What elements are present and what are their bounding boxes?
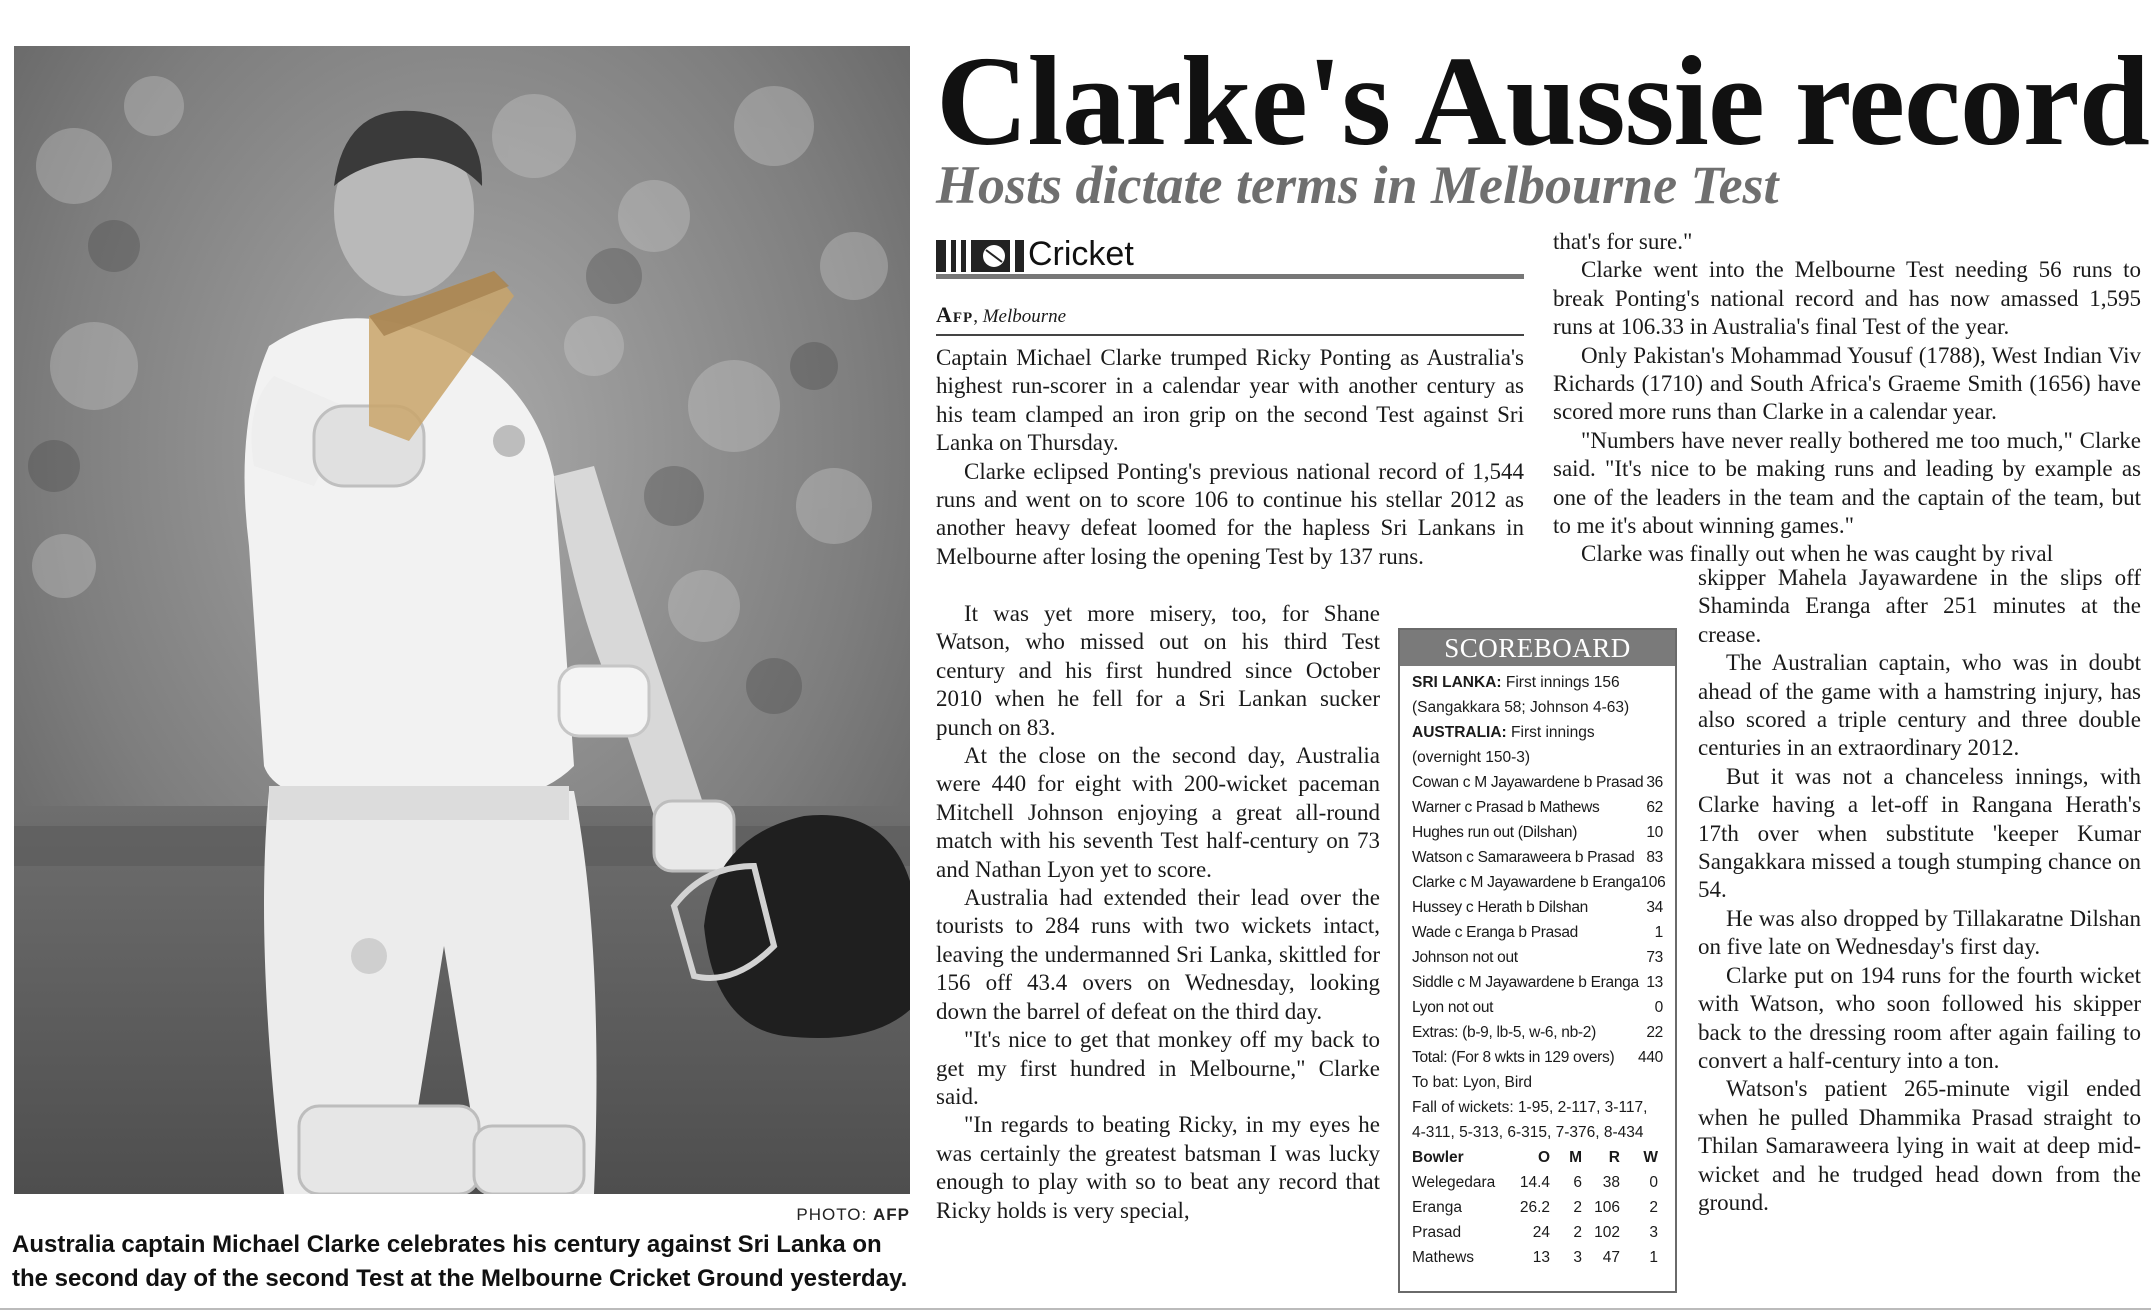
article-paragraph: Clarke eclipsed Ponting's previous national record of 1,544 runs and went on to score 106 to continue his stellar 2012 as another heavy defeat loomed for the hapless Sri Lankans in Melbourne after losing the opening Test by 137 runs. [936, 458, 1524, 569]
batting-row [1412, 795, 1663, 820]
scoreboard-title: SCOREBOARD [1400, 630, 1675, 666]
bowling-cell: 47 [1602, 1249, 1620, 1266]
batsman-runs: 440 [1638, 1049, 1663, 1066]
bowling-cell: 106 [1594, 1199, 1620, 1216]
bowling-header [1412, 1145, 1663, 1170]
batsman-dismissal: Hussey c Herath b Dilshan [1412, 899, 1588, 916]
byline: Afp, Melbourne [936, 300, 1524, 336]
batsman-runs: 36 [1646, 774, 1663, 791]
article-paragraph: skipper Mahela Jayawardene in the slips off Shaminda Eranga after 251 minutes at the crease. [1698, 565, 2141, 647]
bowling-column-header: R [1608, 1149, 1620, 1166]
page-bottom-rule [0, 1308, 2151, 1310]
batting-row [1412, 945, 1663, 970]
bowling-cell: 24 [1532, 1224, 1550, 1241]
article-paragraph: Australia had extended their lead over the tourists to 284 runs with two wickets intact, leaving the undermanned Sri Lanka, skittled for 156 off 43.4 overs on Wednesday, looking down the barrel of defeat on the third day. [936, 885, 1380, 1024]
batting-row [1412, 995, 1663, 1020]
batsman-dismissal: Total: (For 8 wkts in 129 overs) [1412, 1049, 1615, 1066]
bowling-row [1412, 1195, 1663, 1220]
bowling-column-header: M [1569, 1149, 1582, 1166]
subheadline: Hosts dictate terms in Melbourne Test [936, 155, 1779, 215]
batsman-dismissal: Lyon not out [1412, 999, 1494, 1016]
article-paragraph: "Numbers have never really bothered me too much," Clarke said. "It's nice to be making runs and leading by example as one of the leaders in the team and the captain of the team, but to me it's about winning games." [1553, 427, 2141, 539]
batsman-runs: 83 [1646, 849, 1663, 866]
byline-city: Melbourne [982, 306, 1067, 327]
article-paragraph: Clarke went into the Melbourne Test needing 56 runs to break Ponting's national record and has now amassed 1,595 runs at 106.33 in Australia's final Test of the year. [1553, 257, 2141, 340]
article-paragraph: The Australian captain, who was in doubt ahead of the game with a hamstring injury, has also scored a triple century and three double centuries in an extraordinary 2012. [1698, 650, 2141, 761]
bowling-column-header: O [1537, 1149, 1550, 1166]
bowling-cell: 102 [1594, 1224, 1620, 1241]
batsman-dismissal: Wade c Eranga b Prasad [1412, 924, 1579, 941]
bowling-cell: 26.2 [1519, 1199, 1550, 1216]
bowling-cell: Prasad [1412, 1224, 1462, 1241]
sri-lanka-detail: (Sangakkara 58; Johnson 4-63) [1412, 699, 1630, 716]
bowling-list [1412, 1170, 1663, 1270]
article-paragraph: He was also dropped by Tillakaratne Dilshan on five late on Wednesday's first day. [1698, 905, 2141, 960]
bowling-row [1412, 1220, 1663, 1245]
bowling-column-header: Bowler [1412, 1149, 1464, 1166]
news-photo [14, 46, 910, 1194]
fall-of-wickets: Fall of wickets: 1-95, 2-117, 3-117, 4-311, 5-313, 6-315, 7-376, 8-434 [1412, 1099, 1648, 1141]
headline: Clarke's Aussie record [936, 30, 2149, 172]
scoreboard-body [1400, 666, 1675, 1270]
article-paragraph: "It's nice to get that monkey off my back to get my first hundred in Melbourne," Clarke said. [936, 1027, 1380, 1109]
batsman-runs: 62 [1646, 799, 1663, 816]
batting-row [1412, 970, 1663, 995]
batting-row [1412, 820, 1663, 845]
article-paragraph: "In regards to beating Ricky, in my eyes he was certainly the greatest batsman I was lucky enough to play with so to beat any record that Ricky holds is very special, [936, 1112, 1380, 1223]
bowling-cell: 14.4 [1519, 1174, 1550, 1191]
bowling-cell: 6 [1573, 1174, 1582, 1191]
clarke-celebration-image [14, 46, 910, 1194]
batsman-dismissal: Siddle c M Jayawardene b Eranga [1412, 974, 1639, 991]
bowling-cell: 2 [1573, 1224, 1582, 1241]
article-paragraph: Clarke was finally out when he was caught by rival [1581, 541, 2054, 567]
bowling-cell: 13 [1532, 1249, 1550, 1266]
bowling-cell: Eranga [1412, 1199, 1462, 1216]
bowling-row [1412, 1245, 1663, 1270]
sri-lanka-innings: SRI LANKA: First innings 156 [1412, 674, 1620, 691]
batsman-runs: 0 [1654, 999, 1663, 1016]
batsman-runs: 10 [1646, 824, 1663, 841]
article-column-3-bottom [1698, 564, 2141, 1217]
cricket-ball-stumps-icon [936, 232, 1024, 272]
bowling-column-header: W [1643, 1149, 1658, 1166]
batsman-dismissal: Warner c Prasad b Mathews [1412, 799, 1600, 816]
section-label: Cricket [1028, 235, 1134, 273]
bowling-cell: Welegedara [1412, 1174, 1496, 1191]
article-paragraph: It was yet more misery, too, for Shane Watson, who missed out on his third Test century and his first hundred since October 2010 when he fell for a Sri Lankan sucker punch on 83. [936, 601, 1380, 740]
batsman-dismissal: Johnson not out [1412, 949, 1518, 966]
scoreboard-box [1398, 628, 1677, 1293]
article-paragraph: Watson's patient 265-minute vigil ended when he pulled Dhammika Prasad straight to Thilan Samaraweera lying in wait at deep mid-wicket and he trudged head down from the ground. [1698, 1076, 2141, 1215]
bowling-row [1412, 1170, 1663, 1195]
batsman-runs: 34 [1646, 899, 1663, 916]
byline-agency: Afp [936, 302, 974, 327]
batting-row [1412, 870, 1666, 895]
section-rule [936, 274, 1524, 279]
article-paragraph: Only Pakistan's Mohammad Yousuf (1788), West Indian Viv Richards (1710) and South Africa's Graeme Smith (1656) have scored more runs than Clarke in a calendar year. [1553, 342, 2141, 425]
article-paragraph: At the close on the second day, Australia were 440 for eight with 200-wicket paceman Mitchell Johnson enjoying a great all-round match with his seventh Test half-century on 73 and Nathan Lyon yet to score. [936, 743, 1380, 882]
batsman-runs: 73 [1646, 949, 1663, 966]
batting-row [1412, 895, 1663, 920]
bowling-cell: 1 [1649, 1249, 1658, 1266]
bowling-cell: 2 [1649, 1199, 1658, 1216]
bowling-cell: 3 [1649, 1224, 1658, 1241]
batsman-runs: 22 [1646, 1024, 1663, 1041]
batsman-runs: 106 [1640, 874, 1666, 891]
bowling-cell: Mathews [1412, 1249, 1475, 1266]
section-tag [936, 228, 1524, 280]
batting-row [1412, 1020, 1663, 1045]
to-bat: To bat: Lyon, Bird [1412, 1074, 1533, 1091]
batting-list [1412, 770, 1666, 1070]
article-column-1 [936, 344, 1524, 571]
bowling-cell: 38 [1602, 1174, 1620, 1191]
bowling-cell: 0 [1649, 1174, 1658, 1191]
bowling-cell: 3 [1573, 1249, 1582, 1266]
batsman-dismissal: Hughes run out (Dilshan) [1412, 824, 1578, 841]
photo-credit: PHOTO: AFP [796, 1205, 910, 1224]
batsman-dismissal: Clarke c M Jayawardene b Eranga [1412, 874, 1641, 891]
batsman-dismissal: Cowan c M Jayawardene b Prasad [1412, 774, 1644, 791]
batsman-dismissal: Extras: (b-9, lb-5, w-6, nb-2) [1412, 1024, 1596, 1041]
australia-innings: AUSTRALIA: First innings (overnight 150-3) [1412, 724, 1595, 766]
bowling-cell: 2 [1573, 1199, 1582, 1216]
article-column-2 [936, 600, 1380, 1225]
batting-row [1412, 920, 1663, 945]
batsman-runs: 1 [1654, 924, 1663, 941]
batting-row [1412, 770, 1663, 795]
batsman-dismissal: Watson c Samaraweera b Prasad [1412, 849, 1635, 866]
article-paragraph: Clarke put on 194 runs for the fourth wicket with Watson, who soon followed his skipper back to the dressing room after again failing to convert a half-century into a ton. [1698, 962, 2141, 1073]
article-column-3-top [1553, 228, 2141, 569]
article-paragraph: Captain Michael Clarke trumped Ricky Ponting as Australia's highest run-scorer in a calendar year with another century as his team clamped an iron grip on the second Test against Sri Lanka on Thursday. [936, 345, 1524, 456]
batting-row [1412, 1045, 1663, 1070]
article-paragraph: that's for sure." [1553, 229, 1693, 254]
batting-row [1412, 845, 1663, 870]
photo-caption: Australia captain Michael Clarke celebrates his century against Sri Lanka on the second day of the second Test at the Melbourne Cricket Ground yesterday. [12, 1231, 908, 1292]
batsman-runs: 13 [1646, 974, 1663, 991]
article-paragraph: But it was not a chanceless innings, with Clarke having a let-off in Rangana Herath's 17th over when substitute 'keeper Kumar Sangakkara missed a tough stumping chance on 54. [1698, 763, 2141, 903]
